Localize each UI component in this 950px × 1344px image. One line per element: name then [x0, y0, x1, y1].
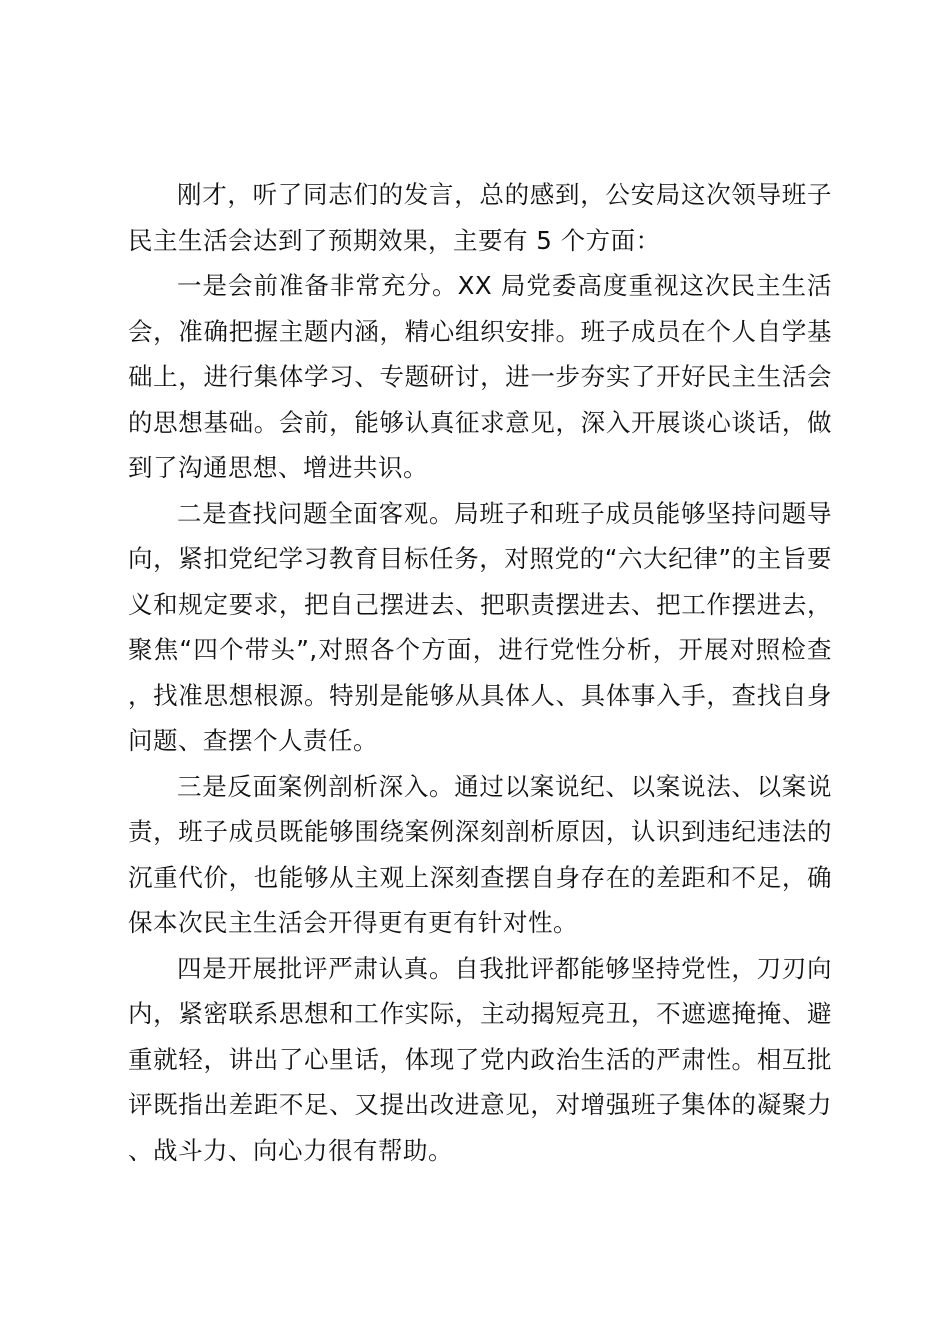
paragraph-point-three: 三是反面案例剖析深入。通过以案说纪、以案说法、以案说责，班子成员既能够围绕案例深刻剖析原因，认识到违纪违法的沉重代价，也能够从主观上深刻查摆自身存在的差距和不足，确保本次民主生活会开得更有更有针对性。	[128, 771, 832, 937]
paragraph-point-one: 一是会前准备非常充分。XX 局党委高度重视这次民主生活会，准确把握主题内涵，精心组织安排。班子成员在个人自学基础上，进行集体学习、专题研讨，进一步夯实了开好民主生活会的思想基础。会前，能够认真征求意见，深入开展谈心谈话，做到了沟通思想、增进共识。	[128, 271, 832, 482]
paragraph-intro: 刚才，听了同志们的发言，总的感到，公安局这次领导班子民主生活会达到了预期效果，主要有 5 个方面：	[128, 180, 832, 255]
paragraph-point-two: 二是查找问题全面客观。局班子和班子成员能够坚持问题导向，紧扣党纪学习教育目标任务，对照党的“六大纪律”的主旨要义和规定要求，把自己摆进去、把职责摆进去、把工作摆进去，聚焦“四个带头”,对照各个方面，进行党性分析，开展对照检查，找准思想根源。特别是能够从具体人、具体事入手，查找自身问题、查摆个人责任。	[128, 498, 832, 755]
paragraph-point-four: 四是开展批评严肃认真。自我批评都能够坚持党性，刀刃向内，紧密联系思想和工作实际，主动揭短亮丑，不遮遮掩掩、避重就轻，讲出了心里话，体现了党内政治生活的严肃性。相互批评既指出差距不足、又提出改进意见，对增强班子集体的凝聚力、战斗力、向心力很有帮助。	[128, 953, 832, 1165]
document-body	[128, 172, 832, 1173]
